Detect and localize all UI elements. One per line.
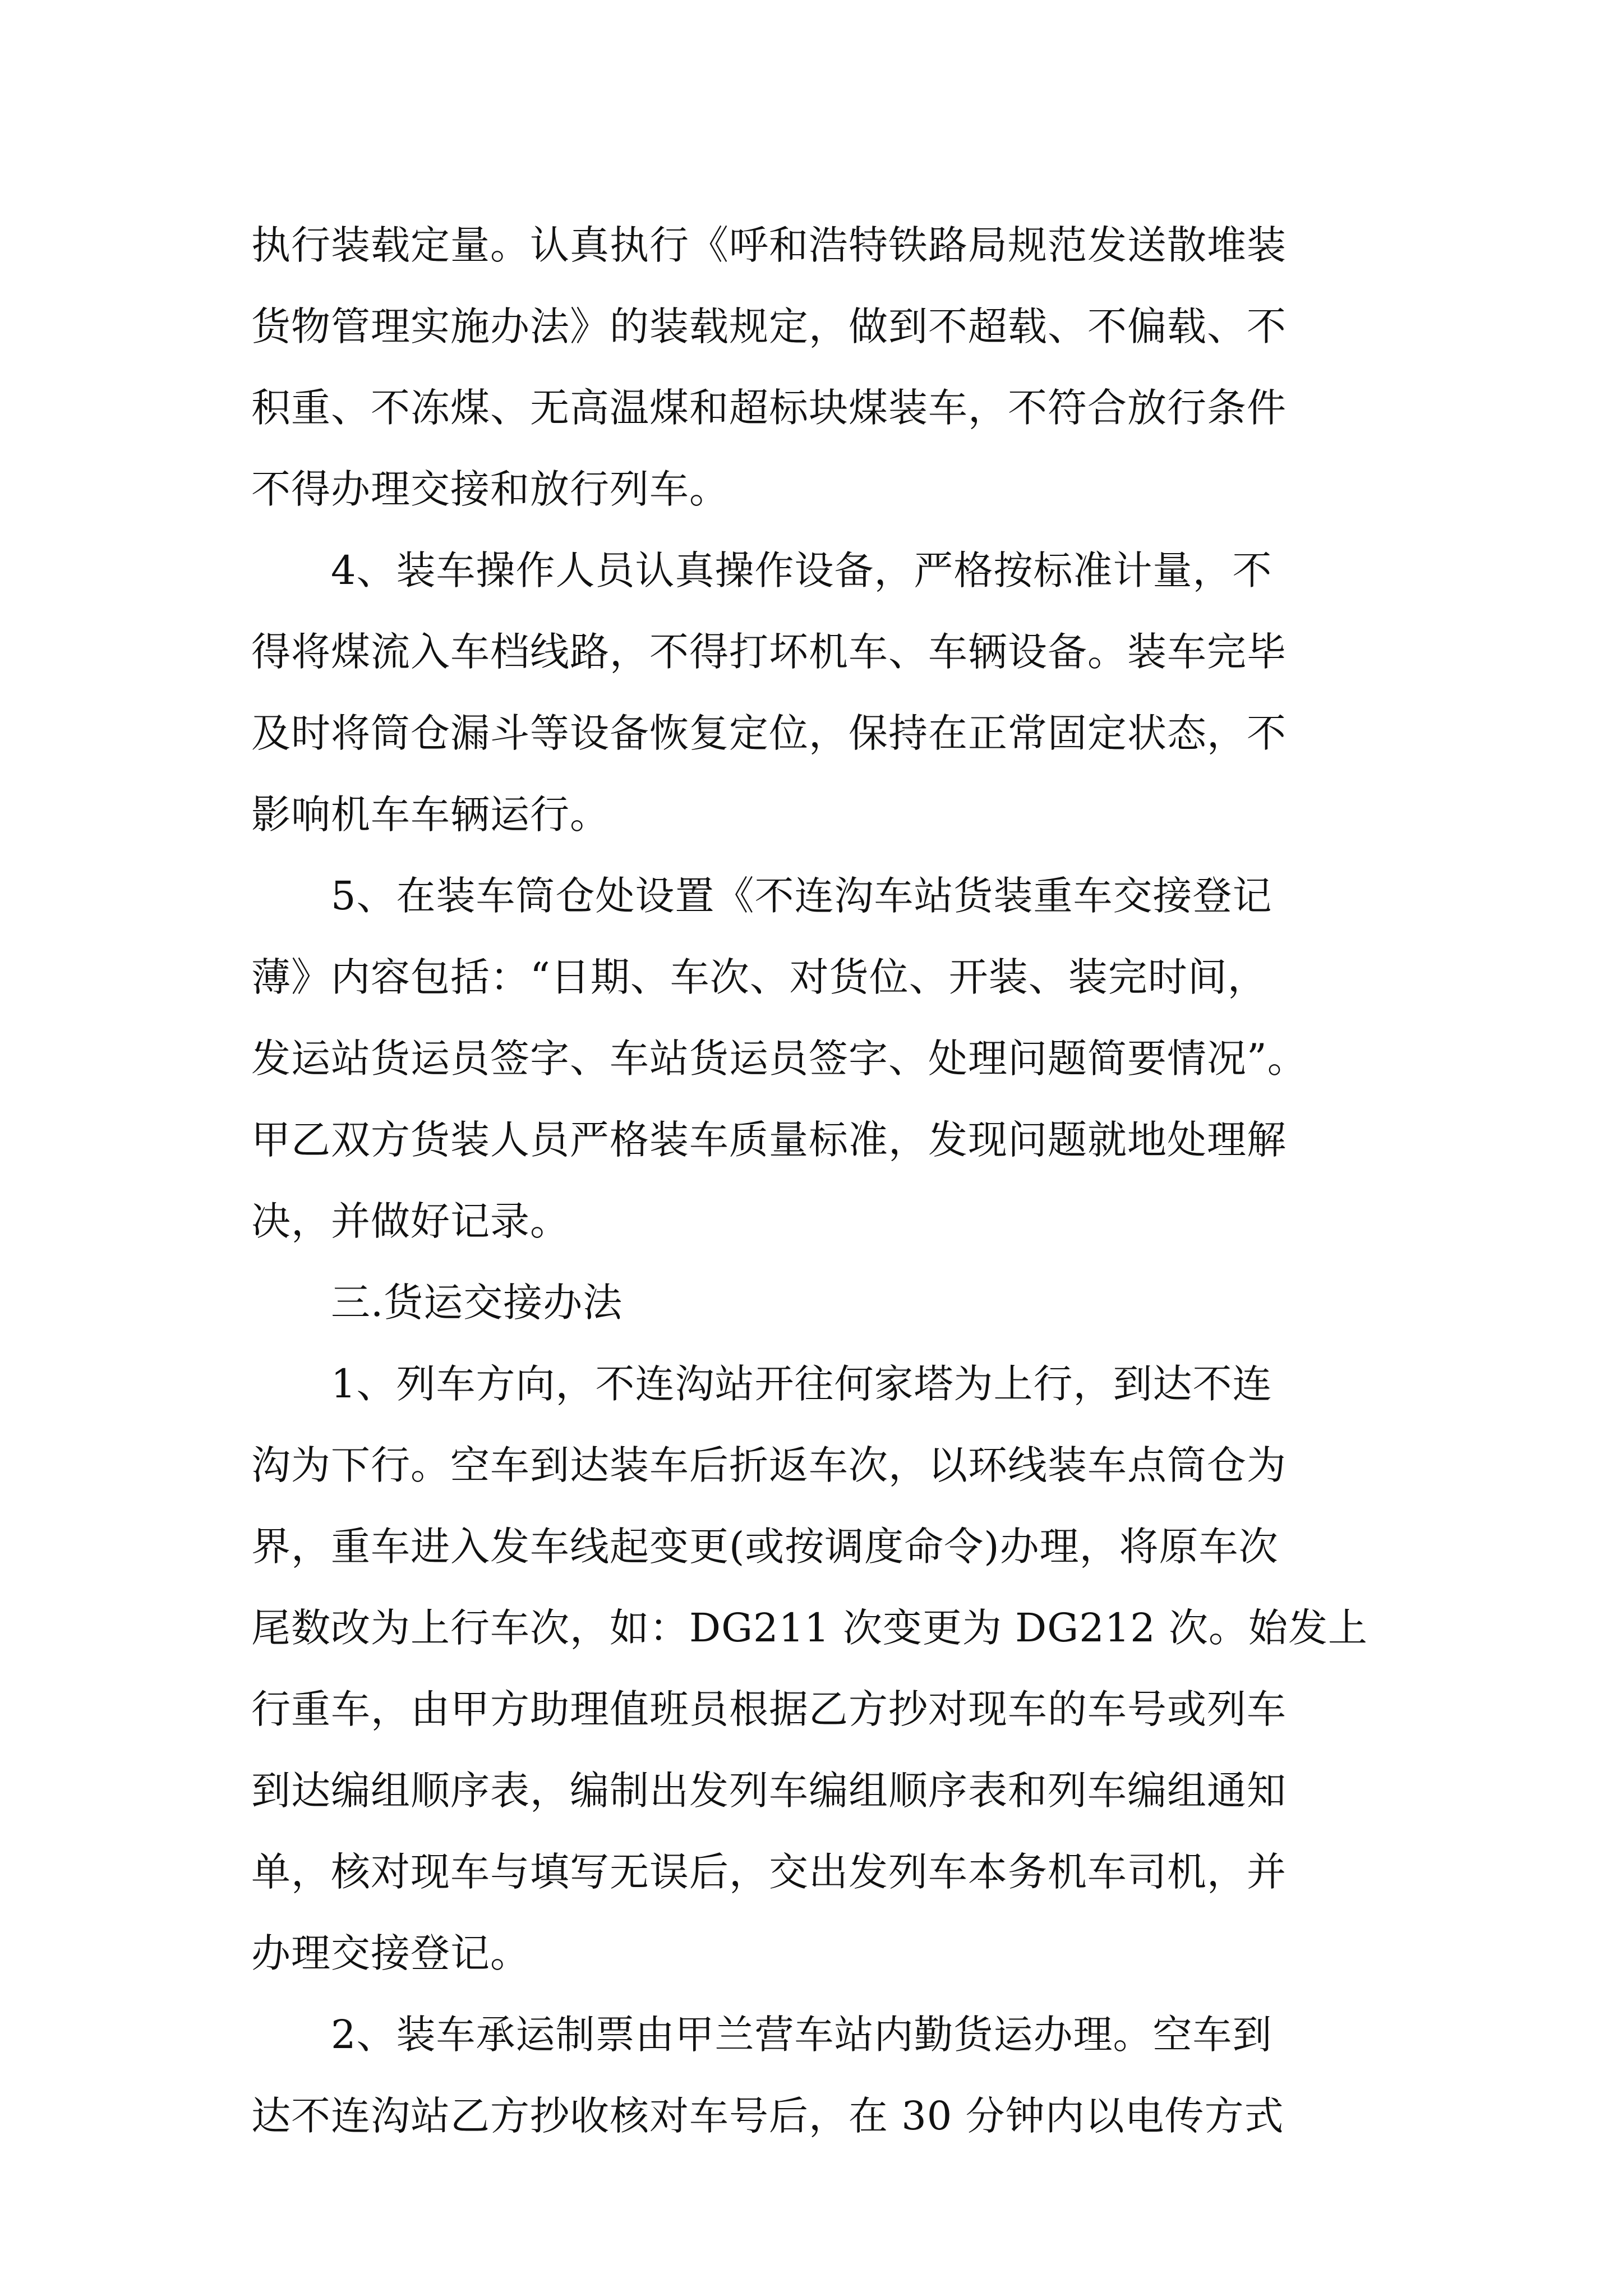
text-line: 发运站货运员签字、车站货运员签字、处理问题简要情况”。 [251,1036,1307,1082]
text-line: 沟为下行。空车到达装车后折返车次，以环线装车点筒仓为 [251,1442,1287,1488]
text-line: 办理交接登记。 [251,1930,530,1976]
text-line: 单，核对现车与填写无误后，交出发列车本务机车司机，并 [251,1849,1287,1895]
text-line: 尾数改为上行车次，如：DG211 次变更为 DG212 次。始发上 [251,1605,1368,1651]
text-line: 得将煤流入车档线路，不得打坏机车、车辆设备。装车完毕 [251,629,1287,675]
section-heading: 三.货运交接办法 [251,1280,623,1326]
text-line: 5、在装车筒仓处设置《不连沟车站货装重车交接登记 [251,873,1272,919]
text-line: 界，重车进入发车线起变更(或按调度命令)办理，将原车次 [251,1524,1279,1570]
document-body [251,205,1407,2157]
text-line: 到达编组顺序表，编制出发列车编组顺序表和列车编组通知 [251,1768,1287,1814]
text-line: 行重车，由甲方助理值班员根据乙方抄对现车的车号或列车 [251,1686,1287,1732]
text-line: 决，并做好记录。 [251,1198,570,1244]
text-line: 影响机车车辆运行。 [251,792,610,838]
text-line: 不得办理交接和放行列车。 [251,466,729,512]
text-line: 积重、不冻煤、无高温煤和超标块煤装车，不符合放行条件 [251,385,1287,431]
text-line: 执行装载定量。认真执行《呼和浩特铁路局规范发送散堆装 [251,222,1287,268]
text-line: 1、列车方向，不连沟站开往何家塔为上行，到达不连 [251,1361,1272,1407]
text-line: 货物管理实施办法》的装载规定，做到不超载、不偏载、不 [251,303,1287,349]
text-line: 4、装车操作人员认真操作设备，严格按标准计量，不 [251,547,1272,593]
text-line: 甲乙双方货装人员严格装车质量标准，发现问题就地处理解 [251,1117,1287,1163]
text-line: 及时将筒仓漏斗等设备恢复定位，保持在正常固定状态，不 [251,710,1287,756]
text-line: 薄》内容包括：“日期、车次、对货位、开装、装完时间， [251,954,1267,1000]
text-line: 达不连沟站乙方抄收核对车号后，在 30 分钟内以电传方式 [251,2093,1284,2139]
text-line: 2、装车承运制票由甲兰营车站内勤货运办理。空车到 [251,2012,1272,2058]
